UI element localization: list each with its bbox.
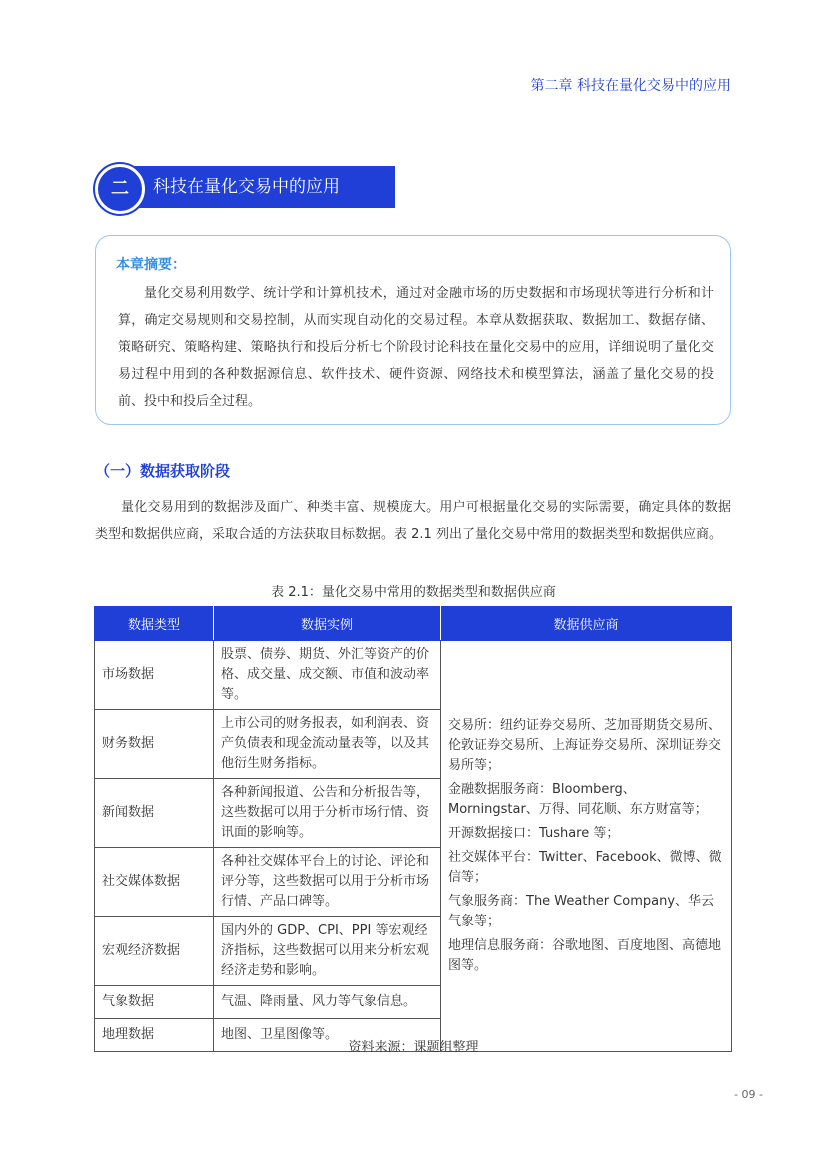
- chapter-title: 科技在量化交易中的应用: [153, 177, 340, 197]
- data-type-cell: 新闻数据: [95, 779, 214, 848]
- header-data-supplier: 数据供应商: [441, 607, 732, 641]
- table-caption: 表 2.1：量化交易中常用的数据类型和数据供应商: [271, 585, 556, 600]
- supplier-item: 气象服务商：The Weather Company、华云气象等；: [448, 894, 715, 929]
- data-example-cell: 上市公司的财务报表，如利润表、资产负债表和现金流动量表等，以及其他衍生财务指标。: [214, 710, 441, 779]
- data-type-cell: 宏观经济数据: [95, 917, 214, 986]
- table-row: [95, 641, 732, 710]
- data-example-cell: 气温、降雨量、风力等气象信息。: [214, 986, 441, 1019]
- data-type-cell: 社交媒体数据: [95, 848, 214, 917]
- data-example-cell: 国内外的 GDP、CPI、PPI 等宏观经济指标，这些数据可以用来分析宏观经济走势和影响。: [214, 917, 441, 986]
- summary-text: 量化交易利用数学、统计学和计算机技术，通过对金融市场的历史数据和市场现状等进行分析和计算，确定交易规则和交易控制，从而实现自动化的交易过程。本章从数据获取、数据加工、数据存储、策略研究、策略构建、策略执行和投后分析七个阶段讨论科技在量化交易中的应用，详细说明了量化交易过程中用到的各种数据源信息、软件技术、硬件资源、网络技术和模型算法，涵盖了量化交易的投前、投中和投后全过程。: [118, 286, 714, 409]
- data-example-cell: 股票、债券、期货、外汇等资产的价格、成交量、成交额、市值和波动率等。: [214, 641, 441, 710]
- header-data-example: 数据实例: [214, 607, 441, 641]
- table-source-note: 资料来源：课题组整理: [348, 1040, 479, 1055]
- table-header-row: [95, 607, 732, 641]
- supplier-cell: [441, 641, 732, 1052]
- data-example-cell: 各种新闻报道、公告和分析报告等，这些数据可以用于分析市场行情、资讯面的影响等。: [214, 779, 441, 848]
- supplier-item: 金融数据服务商：Bloomberg、Morningstar、万得、同花顺、东方财富等；: [448, 782, 708, 817]
- data-example-cell: 各种社交媒体平台上的讨论、评论和评分等，这些数据可以用于分析市场行情、产品口碑等。: [214, 848, 441, 917]
- chapter-summary-box: [95, 235, 731, 425]
- data-type-cell: 市场数据: [95, 641, 214, 710]
- data-type-cell: 地理数据: [95, 1019, 214, 1052]
- section-heading: （一）数据获取阶段: [95, 462, 231, 480]
- data-types-table: [94, 606, 732, 1052]
- data-type-cell: 财务数据: [95, 710, 214, 779]
- header-data-type: 数据类型: [95, 607, 214, 641]
- page-number: - 09 -: [734, 1088, 763, 1101]
- chapter-banner: [95, 166, 395, 208]
- data-type-cell: 气象数据: [95, 986, 214, 1019]
- supplier-item: 地理信息服务商：谷歌地图、百度地图、高德地图等。: [448, 938, 722, 973]
- supplier-item: 开源数据接口：Tushare 等；: [448, 826, 620, 841]
- supplier-item: 社交媒体平台：Twitter、Facebook、微博、微信等；: [448, 850, 722, 885]
- summary-label: 本章摘要：: [116, 257, 186, 273]
- chapter-number-badge: 二: [95, 164, 145, 214]
- data-example-cell: 地图、卫星图像等。: [214, 1019, 441, 1052]
- supplier-item: 交易所：纽约证券交易所、芝加哥期货交易所、伦敦证券交易所、上海证券交易所、深圳证券交易所等；: [448, 718, 722, 773]
- running-header: 第二章 科技在量化交易中的应用: [530, 78, 731, 94]
- section-paragraph: 量化交易用到的数据涉及面广、种类丰富、规模庞大。用户可根据量化交易的实际需要，确定具体的数据类型和数据供应商，采取合适的方法获取目标数据。表 2.1 列出了量化交易中常用的数据类型和数据供应商。: [95, 500, 731, 542]
